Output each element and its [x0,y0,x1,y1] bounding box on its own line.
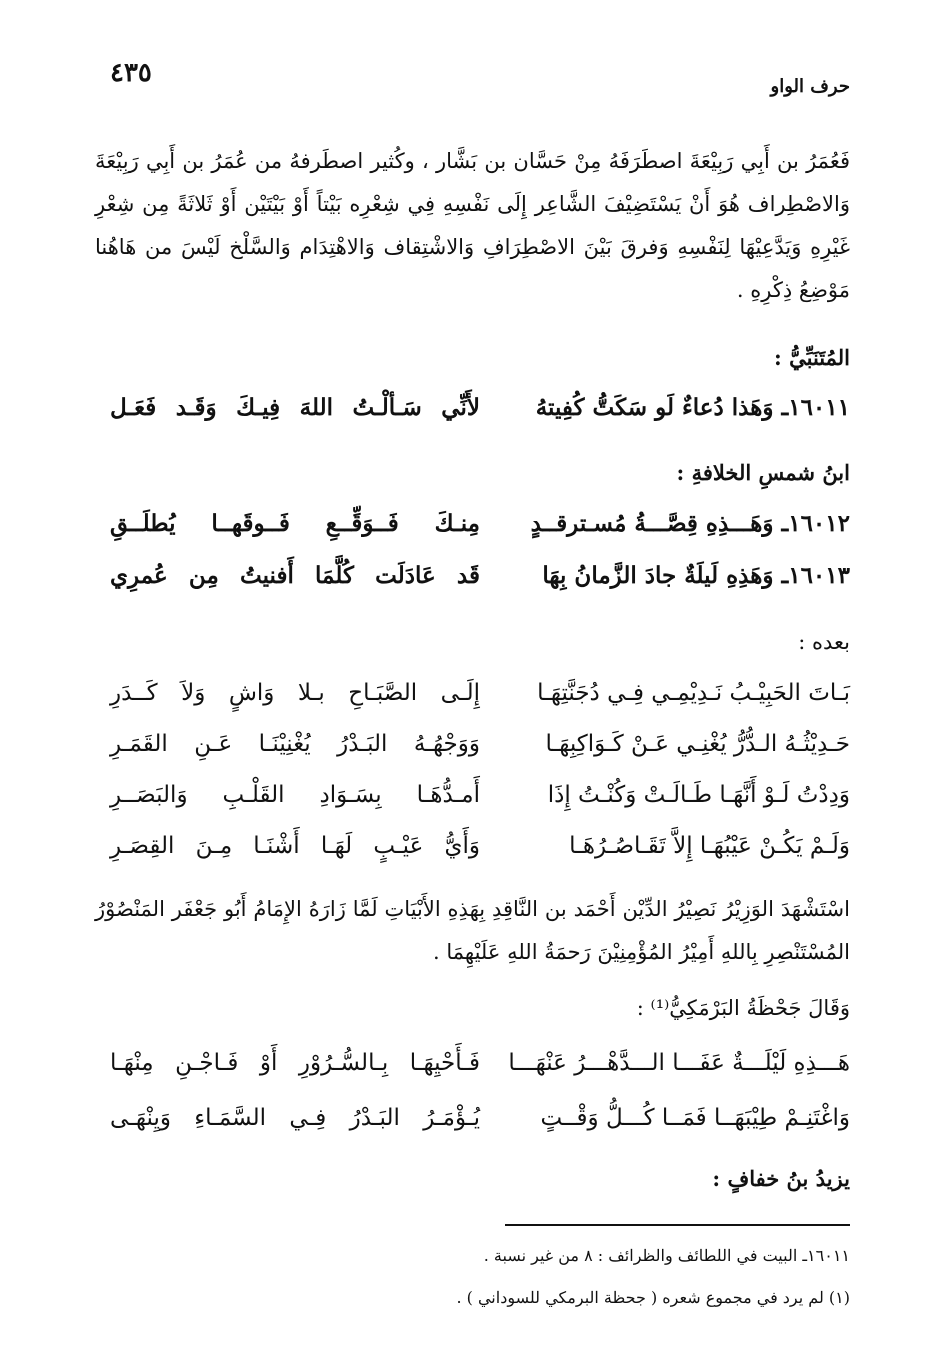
page-number: ٤٣٥ [110,58,152,88]
verse-hemistich-first: ١٦٠١٣ـ وَهَذِهِ لَيلَةٌ جادَ الزَّمانُ بِهَا [542,562,850,589]
speaker-ibn-shams: ابنُ شمسِ الخلافةِ : [676,460,850,485]
verse-hemistich-second: لأَنِّي سَـألْـتُ اللهَ فِيـكَ وَقَـد فَعَـل [110,394,480,421]
verse-hemistich-first: ١٦٠١١ـ وَهَذا دُعاءٌ لَو سَكَتُّ كُفِيتهُ [535,394,850,421]
chapter-title: حرف الواو [770,76,850,97]
verse-jahza-2 [110,1105,850,1149]
verse-16013 [110,562,850,606]
verse-hemistich-first: بَـاتَ الحَبِيْـبُ نَـدِيْمِـي فِـي دُجَنَّتِهَـا [537,680,850,706]
verse-after-4 [110,833,850,877]
speaker-mutanabbi: المُتَنَبِّيُّ : [774,345,850,370]
footnote-1: (١) لم يرد في مجموع شعره ( جحظة البرمكي للسوداني ) . [456,1288,850,1307]
verse-hemistich-first: وَاغْتَنِـمْ طِيْبَهَــا فَمَــا كُـــلُّ وَقْــتٍ [540,1105,850,1131]
footnote-divider [505,1224,850,1226]
verse-hemistich-second: إِلَـى الصَّبَـاحِ بـلا وَاشٍ وَلاَ كَــدَرِ [110,680,480,706]
footnote-16011: ١٦٠١١ـ البيت في اللطائف والظرائف : ٨ من غير نسبة . [483,1246,850,1265]
intro-paragraph: فَعُمَرُ بن أَبِي رَبِيْعَةَ اصطَرَفَهُ مِنْ حَسَّان بن بَشَّار ، وكُثير اصطَرفهُ من عُمَرُ بن أَبِي رَبِيْعَةَ وَالاصْطِراف هُوَ أَنْ يَسْتَضِيْفَ الشَّاعِر إِلَى نَفْسِهِ فِي شِعْرِه بَيْتاً أَوْ بَيْتَيْن أَوْ ثَلاثَةً مِن شِعْرِ غَيْرِهِ وَيَدَّعِيْهَا لِنَفْسِهِ وَفرقَ بَيْنَ الاصْطِرَافِ وَالاشْتِقاف وَالاهْتِدَام وَالسَّلْخ لَيْسَ من هَاهُنا مَوْضِعُ ذِكْرِهِ . [95,149,850,302]
verse-after-3 [110,782,850,826]
verse-hemistich-second: وَوَجْهُـهُ البَـدْرُ يُغْنِيْنَـا عَـنِ القَمَـرِ [110,731,480,757]
verse-16011 [110,394,850,438]
verse-after-1 [110,680,850,724]
speaker-jahza: وَقَالَ جَحْظَةُ البَرْمَكِيُّ⁽¹⁾ : [636,996,850,1020]
page-header [110,58,850,108]
verse-hemistich-second: فَـأَحْيِهَـا بِـالسُّـرُوْرِ أَوْ فَـاجْـنِ مِنْهَـا [110,1050,480,1076]
verse-hemistich-first: وَدِدْتُ لَـوْ أَنَّهَـا طَـالَـتْ وَكُنْـتُ إِذَا [547,782,850,808]
verse-hemistich-first: حَـدِيْثُـهُ الـدُّرُّ يُغْنِـي عَـنْ كَـوَاكِبِهَـا [545,731,850,757]
verse-hemistich-second: مِنـكَ فَــوَقِّــعِ فَــوقَهــا يُطلَــقِ [110,510,480,537]
verse-hemistich-second: قَد عَادَلَت كُلَّمَا أَفنيتُ مِن عُمرِي [110,562,480,589]
context-paragraph: اسْتَشْهَدَ الوَزِيْرُ نَصِيْرُ الدِّيْن أَحْمَد بن النَّاقِدِ بِهَذِهِ الأَبْيَاتِ لَمَّا زَارَهُ الإِمَامُ أَبُو جَعْفَر المَنْصُوْرُ المُسْتَنْصِرِ بِاللهِ أَمِيْرُ المُؤْمِنِيْنَ رَحمَةُ اللهِ عَلَيْهِمَا . [95,897,850,964]
verse-hemistich-second: يُـؤْمَـرُ البَـدْرُ فِـي السَّمَـاءِ وَيِنْهَـى [110,1105,480,1131]
verse-hemistich-second: وَأَيُّ عَيْـبٍ لَهَـا أَشْنَـا مِـنَ القِصَـرِ [110,833,480,859]
verse-hemistich-first: ١٦٠١٢ـ وَهَـــذِهِ قِصَّـــةُ مُسـترقــدٍ [530,510,850,537]
verse-hemistich-second: أَمـدُّهَـا بِسَـوَادِ القَلْـبِ وَالبَصَــرِ [110,782,480,808]
speaker-yazid: يزيدُ بنُ خفافٍ : [712,1166,850,1191]
verse-hemistich-first: هَـــذِهِ لَيْلَـــةٌ عَفَـــا الـــدَّهْـــرُ عَنْهَـــا [508,1050,850,1076]
verse-hemistich-first: وَلَـمْ يَكُـنْ عَيْبُهَـا إِلاَّ تَقَـاصُـرُهَـا [569,833,850,859]
verse-jahza-1 [110,1050,850,1094]
label-baadahu: بعده : [798,630,850,654]
verse-16012 [110,510,850,554]
verse-after-2 [110,731,850,775]
